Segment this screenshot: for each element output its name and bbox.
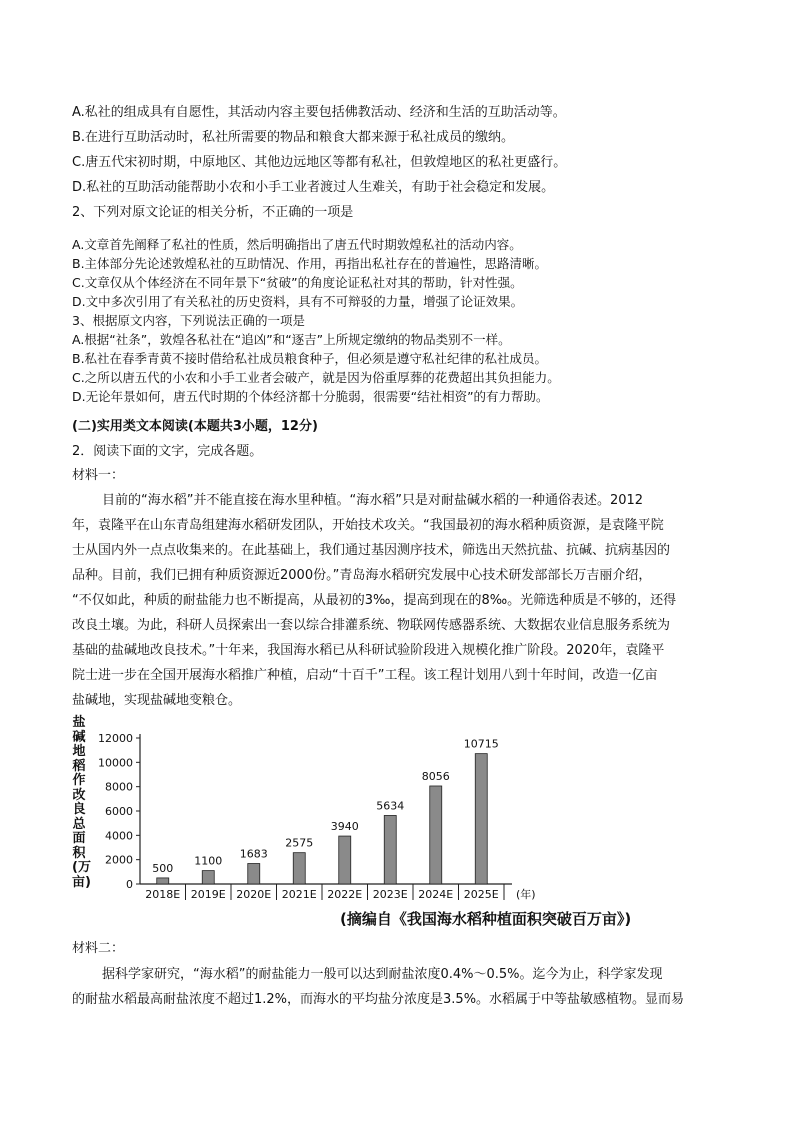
material-1-line: 盐碱地，实现盐碱地变粮仓。 bbox=[72, 693, 242, 708]
area-bar-chart bbox=[64, 715, 632, 928]
bar-value-label: 1683 bbox=[239, 847, 268, 861]
q3-stem: 3、根据原文内容，下列说法正确的一项是 bbox=[72, 313, 305, 328]
bar-value-label: 1100 bbox=[194, 854, 223, 868]
q2-option-a: A.文章首先阐释了私社的性质，然后明确指出了唐五代时期敦煌私社的活动内容。 bbox=[72, 237, 522, 252]
material-1-line: “不仅如此，种质的耐盐能力也不断提高，从最初的3‰，提高到现在的8‰。光筛选种质是不够的，还得 bbox=[72, 593, 677, 608]
q1-option-b: B.在进行互助活动时，私社所需要的物品和粮食大都来源于私社成员的缴纳。 bbox=[72, 130, 515, 145]
q3-option-b: B.私社在春季青黄不接时借给私社成员粮食种子，但必须是遵守私社纪律的私社成员。 bbox=[72, 351, 548, 366]
material-1-line: 品种。目前，我们已拥有种质资源近2000份。”青岛海水稻研究发展中心技术研发部部长万吉丽介绍， bbox=[72, 568, 652, 583]
material-1-line: 基础的盐碱地改良技术。”十年来，我国海水稻已从科研试验阶段进入规模化推广阶段。2020年，袁隆平 bbox=[72, 643, 665, 658]
q2-stem: 2、下列对原文论证的相关分析，不正确的一项是 bbox=[72, 205, 354, 220]
bar-value-label: 10715 bbox=[463, 737, 499, 751]
x-tick-label: 2019E bbox=[190, 888, 226, 901]
bar bbox=[202, 871, 214, 884]
material-2-label: 材料二： bbox=[72, 941, 125, 956]
x-tick-label: 2021E bbox=[281, 888, 317, 901]
bar bbox=[384, 815, 396, 884]
q2-option-d: D.文中多次引用了有关私社的历史资料，具有不可辩驳的力量，增强了论证效果。 bbox=[72, 294, 524, 309]
q1-option-a: A.私社的组成具有自愿性，其活动内容主要包括佛教活动、经济和生活的互助活动等。 bbox=[72, 105, 566, 120]
x-axis-label: (年) bbox=[516, 888, 536, 901]
bar-value-label: 2575 bbox=[285, 836, 314, 850]
x-tick-label: 2023E bbox=[372, 888, 408, 901]
material-1-line: 院士进一步在全国开展海水稻推广种植，启动“十百千”工程。该工程计划用八到十年时间，改造一亿亩 bbox=[72, 668, 658, 683]
x-tick-label: 2024E bbox=[418, 888, 454, 901]
material-2-line: 的耐盐水稻最高耐盐浓度不超过1.2%，而海水的平均盐分浓度是3.5%。水稻属于中等盐敏感植物。显而易 bbox=[72, 992, 685, 1007]
x-tick-label: 2020E bbox=[236, 888, 272, 901]
material-2-line: 据科学家研究，“海水稻”的耐盐能力一般可以达到耐盐浓度0.4%～0.5%。迄今为止，科学家发现 bbox=[102, 967, 663, 982]
material-1-line: 年，袁隆平在山东青岛组建海水稻研发团队，开始技术攻关。“我国最初的海水稻种质资源，是袁隆平院 bbox=[72, 518, 664, 533]
bar-value-label: 500 bbox=[152, 861, 174, 875]
material-1-line: 目前的“海水稻”并不能直接在海水里种植。“海水稻”只是对耐盐碱水稻的一种通俗表述。2012 bbox=[102, 493, 644, 508]
q1-option-c: C.唐五代宋初时期，中原地区、其他边远地区等都有私社，但敦煌地区的私社更盛行。 bbox=[72, 155, 567, 170]
bar bbox=[293, 853, 305, 884]
material-1-line: 改良土壤。为此，科研人员探索出一套以综合排灌系统、物联网传感器系统、大数据农业信息服务系统为 bbox=[72, 618, 671, 633]
y-tick-label: 0 bbox=[126, 878, 133, 891]
material-1-label: 材料一： bbox=[72, 468, 125, 483]
x-tick-label: 2022E bbox=[327, 888, 363, 901]
q3-option-c: C.之所以唐五代的小农和小手工业者会破产，就是因为俗重厚葬的花费超出其负担能力。 bbox=[72, 370, 560, 385]
y-tick-label: 8000 bbox=[105, 780, 133, 794]
q3-option-a: A.根据“社条”，敦煌各私社在“追凶”和“逐吉”上所规定缴纳的物品类别不一样。 bbox=[72, 332, 511, 347]
bar bbox=[157, 878, 169, 884]
q2-option-b: B.主体部分先论述敦煌私社的互助情况、作用，再指出私社存在的普遍性，思路清晰。 bbox=[72, 256, 548, 271]
chart-y-axis-label: 盐碱地稻作改良总面积(万亩) bbox=[72, 715, 91, 890]
x-tick-label: 2025E bbox=[463, 888, 499, 901]
chart-plot bbox=[64, 716, 584, 906]
bar-value-label: 3940 bbox=[330, 820, 359, 834]
bar bbox=[339, 836, 351, 884]
section-heading: (二)实用类文本阅读(本题共3小题，12分) bbox=[72, 419, 318, 434]
bar bbox=[248, 864, 260, 884]
bar-value-label: 8056 bbox=[421, 769, 450, 783]
chart-caption: (摘编自《我国海水稻种植面积突破百万亩》) bbox=[340, 910, 632, 928]
q3-option-d: D.无论年景如何，唐五代时期的个体经济都十分脆弱，很需要“结社相资”的有力帮助。 bbox=[72, 389, 549, 404]
y-tick-label: 6000 bbox=[105, 805, 133, 818]
bar bbox=[430, 786, 442, 884]
q1-option-d: D.私社的互助活动能帮助小农和小手工业者渡过人生难关，有助于社会稳定和发展。 bbox=[72, 180, 555, 195]
section-instruction: 2．阅读下面的文字，完成各题。 bbox=[72, 444, 263, 459]
y-tick-label: 12000 bbox=[98, 732, 133, 745]
y-tick-label: 4000 bbox=[105, 829, 133, 843]
q2-option-c: C.文章仅从个体经济在不同年景下“贫破”的角度论证私社对其的帮助，针对性强。 bbox=[72, 275, 523, 290]
bar bbox=[475, 754, 487, 884]
bar-value-label: 5634 bbox=[376, 799, 405, 813]
x-tick-label: 2018E bbox=[145, 888, 181, 901]
material-1-line: 士从国内外一点点收集来的。在此基础上，我们通过基因测序技术，筛选出天然抗盐、抗碱、抗病基因的 bbox=[72, 543, 671, 558]
y-tick-label: 2000 bbox=[105, 853, 133, 867]
y-tick-label: 10000 bbox=[98, 756, 133, 770]
